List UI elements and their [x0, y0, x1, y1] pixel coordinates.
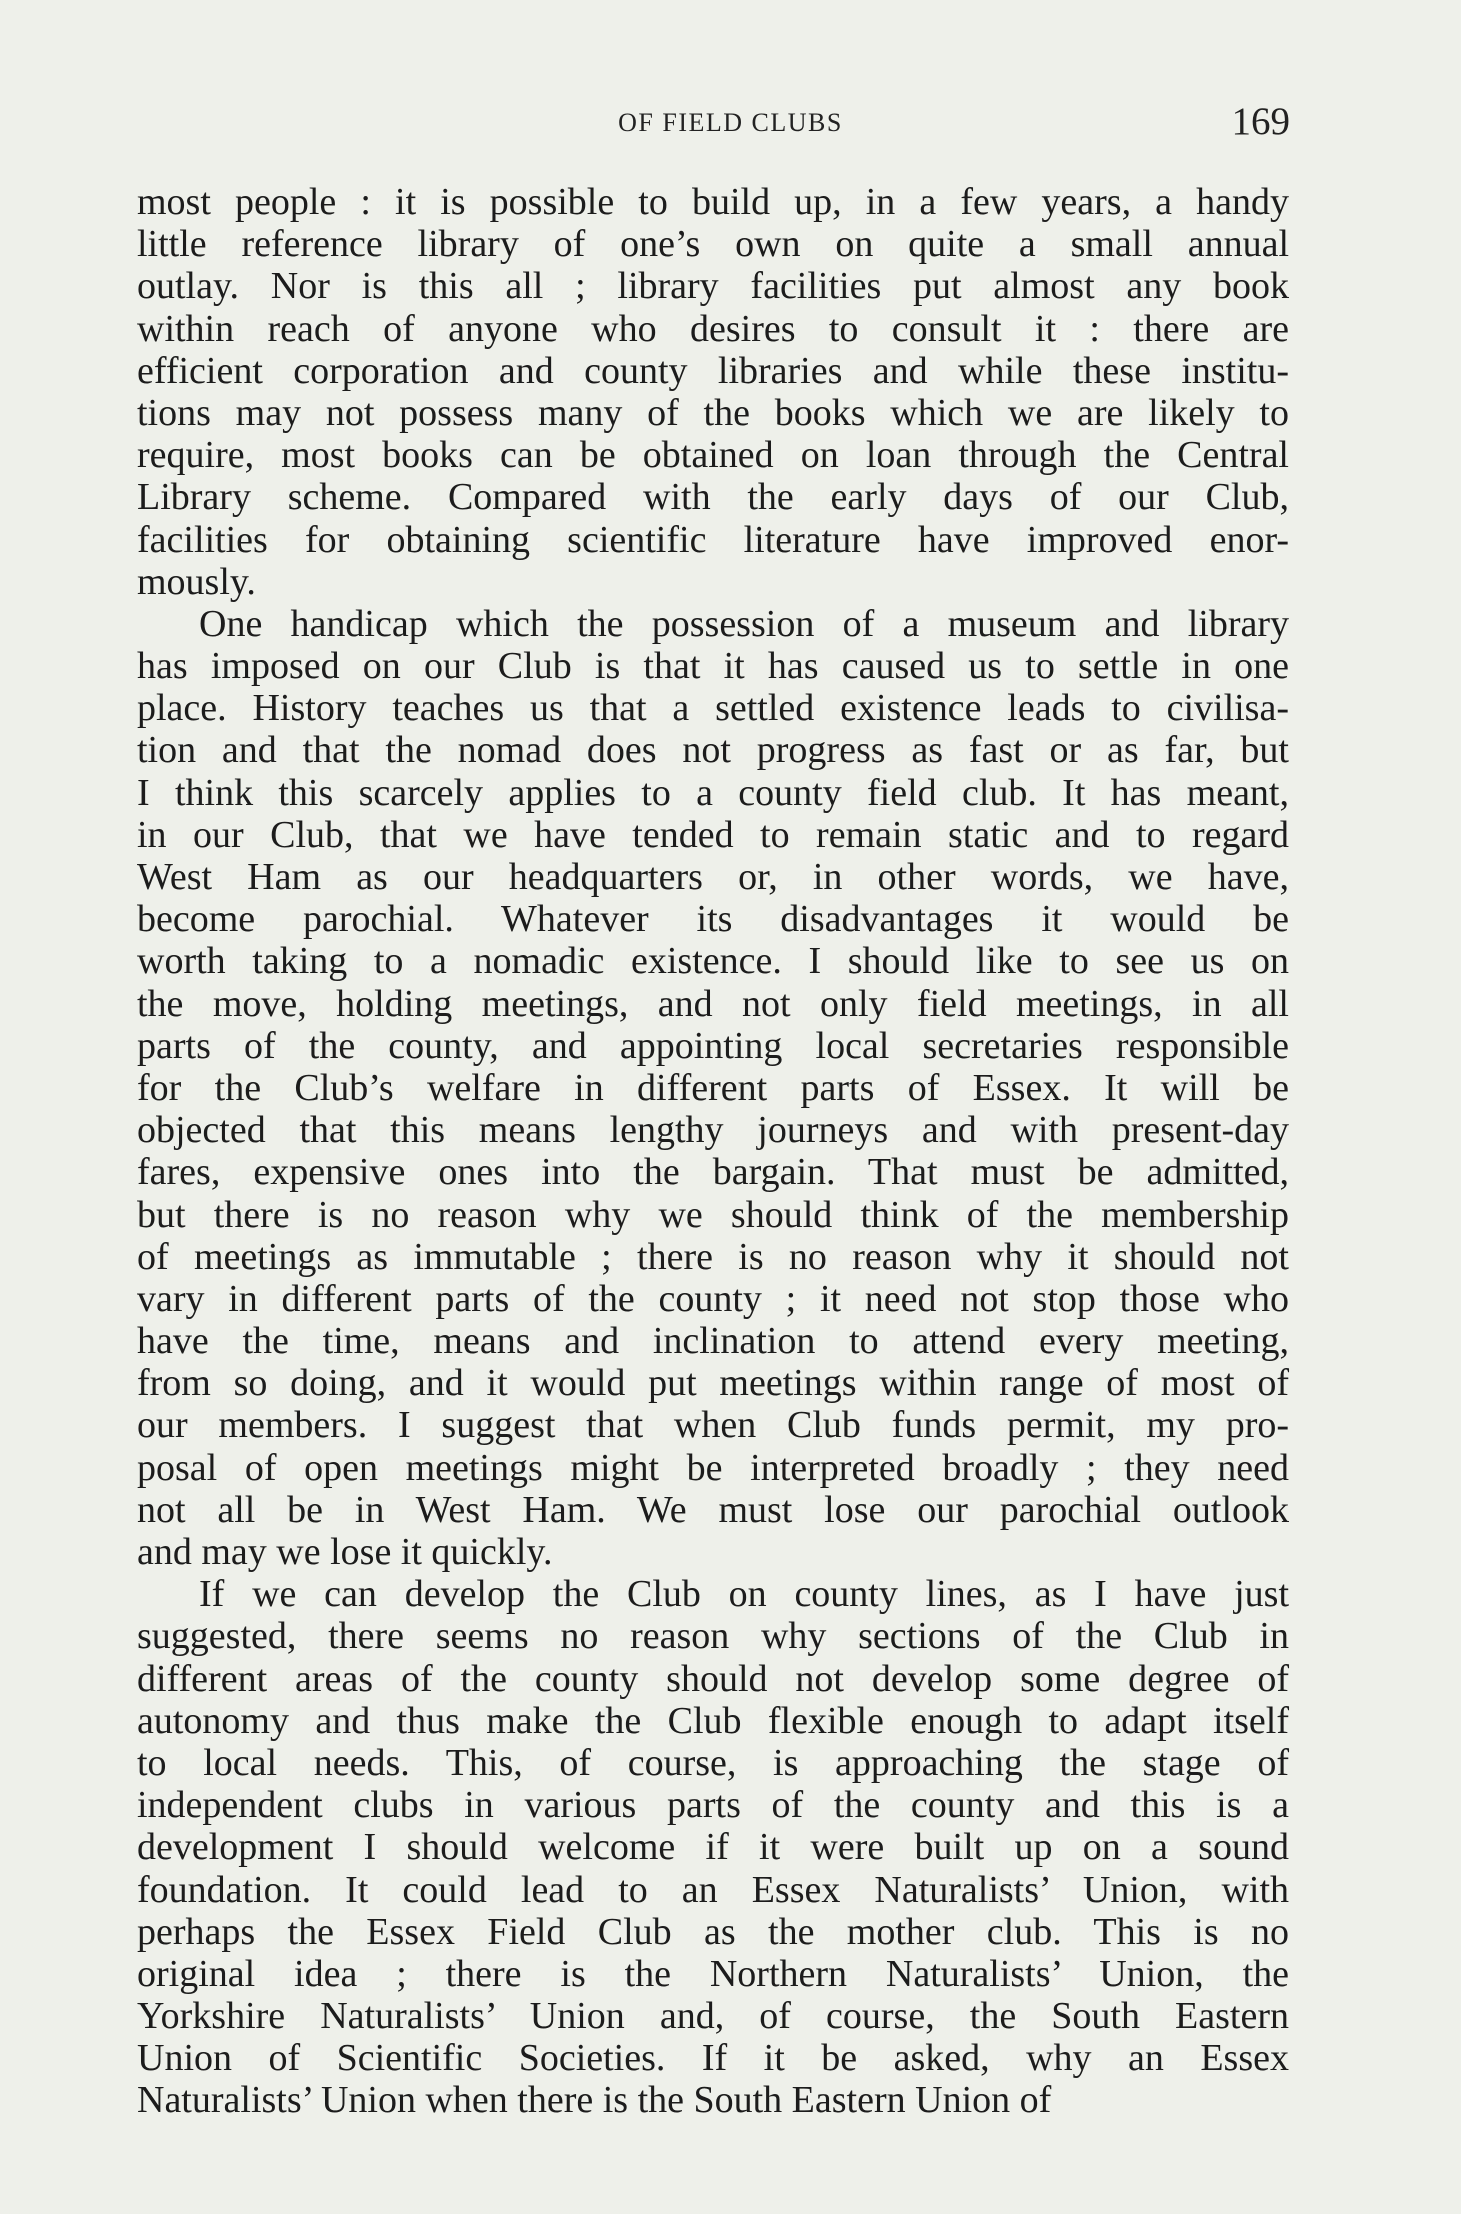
text-line: little reference library of one’s own on quite a small annual — [137, 223, 1289, 266]
text-line: foundation. It could lead to an Essex Naturalists’ Union, with — [137, 1868, 1289, 1911]
text-line: of meetings as immutable ; there is no reason why it should not — [137, 1235, 1289, 1278]
text-line: perhaps the Essex Field Club as the mother club. This is no — [137, 1910, 1289, 1953]
text-line: If we can develop the Club on county lines, as I have just — [199, 1573, 1289, 1616]
text-line: different areas of the county should not develop some degree of — [137, 1657, 1289, 1700]
text-line: our members. I suggest that when Club funds permit, my pro- — [137, 1404, 1289, 1447]
text-line: tions may not possess many of the books which we are likely to — [137, 391, 1289, 434]
text-line: become parochial. Whatever its disadvantages it would be — [137, 898, 1289, 941]
text-line: not all be in West Ham. We must lose our parochial outlook — [137, 1488, 1289, 1531]
text-line: development I should welcome if it were built up on a sound — [137, 1826, 1289, 1869]
page-number: 169 — [1231, 100, 1290, 143]
text-line: facilities for obtaining scientific literature have improved enor- — [137, 518, 1289, 561]
text-line: Yorkshire Naturalists’ Union and, of course, the South Eastern — [137, 1995, 1289, 2038]
text-line: to local needs. This, of course, is approaching the stage of — [137, 1741, 1289, 1784]
text-line: most people : it is possible to build up, in a few years, a handy — [137, 181, 1289, 223]
text-line: the move, holding meetings, and not only field meetings, in all — [137, 982, 1289, 1025]
text-line: require, most books can be obtained on loan through the Central — [137, 434, 1289, 477]
text-line: posal of open meetings might be interpreted broadly ; they need — [137, 1446, 1289, 1489]
paragraph — [137, 181, 1289, 603]
text-line: has imposed on our Club is that it has caused us to settle in one — [137, 645, 1289, 688]
text-line: Union of Scientific Societies. If it be asked, why an Essex — [137, 2037, 1289, 2080]
text-line: objected that this means lengthy journeys and with present-day — [137, 1109, 1289, 1152]
text-line: within reach of anyone who desires to consult it : there are — [137, 307, 1289, 350]
paragraph — [137, 1573, 1289, 2121]
text-line: suggested, there seems no reason why sections of the Club in — [137, 1615, 1289, 1658]
text-line: worth taking to a nomadic existence. I should like to see us on — [137, 940, 1289, 983]
text-line: West Ham as our headquarters or, in other words, we have, — [137, 856, 1289, 898]
text-line: mously. — [137, 560, 256, 603]
text-line: One handicap which the possession of a museum and library — [199, 602, 1289, 645]
text-line: fares, expensive ones into the bargain. That must be admitted, — [137, 1151, 1289, 1194]
text-line: in our Club, that we have tended to remain static and to regard — [137, 813, 1289, 856]
running-head: OF FIELD CLUBS — [618, 108, 843, 137]
text-line: from so doing, and it would put meetings within range of most of — [137, 1362, 1289, 1405]
text-line: but there is no reason why we should think of the membership — [137, 1193, 1289, 1236]
text-line: tion and that the nomad does not progress as fast or as far, but — [137, 729, 1289, 772]
text-line: outlay. Nor is this all ; library facilities put almost any book — [137, 265, 1289, 308]
text-line: parts of the county, and appointing local secretaries responsible — [137, 1024, 1289, 1067]
body-text — [137, 181, 1289, 2122]
text-line: have the time, means and inclination to attend every meeting, — [137, 1320, 1289, 1363]
text-line: for the Club’s welfare in different parts of Essex. It will be — [137, 1066, 1289, 1109]
text-line: efficient corporation and county libraries and while these institu- — [137, 349, 1289, 392]
text-line: Naturalists’ Union when there is the South Eastern Union of — [137, 2079, 1052, 2122]
paragraph — [137, 603, 1289, 1573]
text-line: independent clubs in various parts of the county and this is a — [137, 1784, 1289, 1827]
text-line: I think this scarcely applies to a county field club. It has meant, — [137, 771, 1289, 814]
text-line: and may we lose it quickly. — [137, 1531, 553, 1573]
text-line: vary in different parts of the county ; it need not stop those who — [137, 1277, 1289, 1320]
text-line: autonomy and thus make the Club flexible enough to adapt itself — [137, 1699, 1289, 1742]
text-line: place. History teaches us that a settled existence leads to civilisa- — [137, 687, 1289, 730]
text-line: Library scheme. Compared with the early days of our Club, — [137, 476, 1289, 519]
text-line: original idea ; there is the Northern Naturalists’ Union, the — [137, 1952, 1289, 1995]
